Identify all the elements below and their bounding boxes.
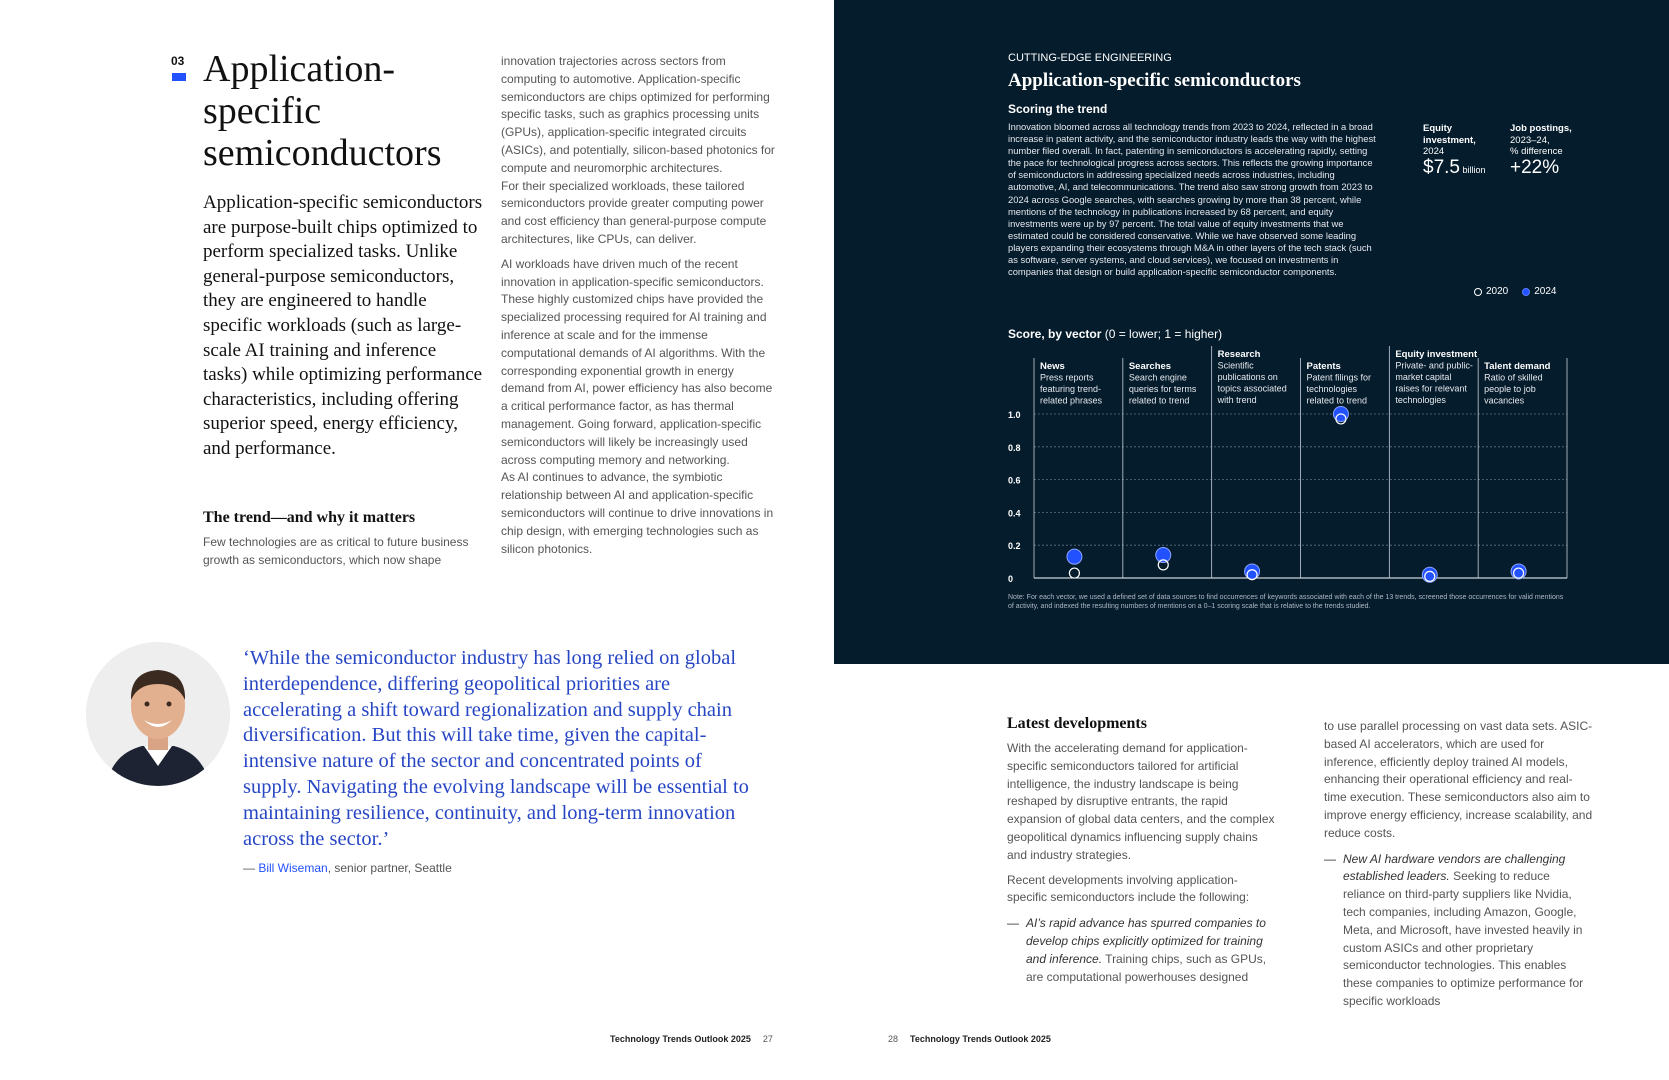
bullet-2-lead: New AI hardware vendors are challenging established leaders. <box>1343 851 1566 884</box>
section-marker <box>172 73 186 81</box>
y-tick-label: 0.6 <box>1008 475 1021 486</box>
y-tick-label: 1.0 <box>1008 410 1021 420</box>
category-name-label: Searches <box>1128 361 1172 372</box>
category-name-label: Patents <box>1306 361 1341 372</box>
category-desc-label: market capital <box>1395 372 1452 382</box>
category-desc-label: topics associated <box>1217 383 1287 394</box>
footer-left <box>610 1034 773 1044</box>
scoring-panel <box>834 0 1669 664</box>
chart-heading-bold: Score, by vector <box>1008 327 1102 341</box>
intro-text: Application-specific semiconductors are purpose-built chips optimized to perform specialized tasks. Unlike general-purpose semiconductors, they are engineered to handle specific workloads (such as large-scale AI training and inference tasks) while optimizing performance characteristics, including offering superior speed, energy efficiency, and performance. <box>203 192 483 459</box>
category-desc-label: technologies <box>1306 384 1358 394</box>
footer-right-title: Technology Trends Outlook 2025 <box>910 1034 1051 1044</box>
stat2-value: +22% <box>1510 156 1560 178</box>
score-chart <box>834 0 1669 664</box>
category-desc-label: Ratio of skilled <box>1484 372 1543 383</box>
bullet-1-text: Training chips, such as GPUs, are computational powerhouses designed <box>1026 951 1267 984</box>
latest-paragraph-1: With the accelerating demand for application-specific semiconductors tailored for artificial intelligence, the industry landscape is being reshaped by disruptive entrants, the rapid expansion of global data centers, and the complex geopolitical dynamics influencing supply chains and industry strategies. <box>1007 741 1275 862</box>
col2-paragraph-4: As AI continues to advance, the symbiotic relationship between AI and application-specific semiconductors will continue to drive innovations in chip design, with emerging technologies such as silicon photonics. <box>501 470 774 556</box>
category-desc-label: Search engine <box>1128 372 1187 383</box>
point-2020 <box>1069 568 1079 578</box>
latest-developments-heading: Latest developments <box>1007 715 1147 732</box>
footer-right <box>888 1034 1051 1044</box>
stat1-label-b: investment, <box>1423 134 1476 146</box>
trend-body: Few technologies are as critical to future business growth as semiconductors, which now shape <box>203 535 469 567</box>
category-desc-label: Patent filings for <box>1306 372 1372 383</box>
stat1-value: $7.5 <box>1423 156 1460 178</box>
right-column-2 <box>1324 718 1594 1011</box>
scoring-heading: Scoring the trend <box>1008 102 1108 116</box>
quote-attribution <box>243 861 452 875</box>
stat2-label-c: % difference <box>1510 146 1563 157</box>
bullet-2-text: Seeking to reduce reliance on third-party suppliers like Nvidia, tech companies, including Amazon, Google, Meta, and Microsoft, have invested heavily in custom ASICs and other proprietary semiconductor technologies. This enables these companies to optimize performance for specific workloads <box>1343 869 1584 1008</box>
stat1-label-a: Equity <box>1423 123 1453 134</box>
right-column-1 <box>1007 740 1277 986</box>
bullet-1-lead: AI’s rapid advance has spurred companies to develop chips explicitly optimized for training and inference. <box>1026 916 1266 966</box>
panel-eyebrow: CUTTING-EDGE ENGINEERING <box>1008 52 1172 64</box>
point-2024 <box>1067 549 1082 564</box>
panel-title: Application-specific semiconductors <box>1008 70 1301 91</box>
right-col2-paragraph: to use parallel processing on vast data sets. ASIC-based AI accelerators, which are used for inference, efficiently deploy trained AI models, enhancing their operational efficiency and real-time execution. These semiconductors also aim to improve energy efficiency, increase scalability, and reduce costs. <box>1324 719 1593 840</box>
category-desc-label: related phrases <box>1040 395 1103 406</box>
category-name-label: News <box>1040 361 1065 372</box>
bullet-item-2 <box>1324 851 1594 1011</box>
legend-2020-label: 2020 <box>1486 286 1509 297</box>
stat2-label-b: 2023–24, <box>1510 134 1550 146</box>
attribution-name-link[interactable]: Bill Wiseman <box>258 861 328 875</box>
footer-left-title: Technology Trends Outlook 2025 <box>610 1034 751 1044</box>
chart-heading-scale: (0 = lower; 1 = higher) <box>1101 327 1223 341</box>
col2-paragraph-3: AI workloads have driven much of the recent innovation in application-specific semiconductors. These highly customized chips have provided the specialized processing required for AI training and inference at scale and for the immense computational demands of AI algorithms. With the corresponding exponential growth in energy demand from AI, power efficiency has also become a critical performance factor, as has thermal management. Going forward, application-specific semiconductors will likely be increasingly used across computing memory and networking. <box>501 256 773 467</box>
col2-paragraph-2: For their specialized workloads, these tailored semiconductors provide greater computing power and cost efficiency than general-purpose compute architectures, like CPUs, can deliver. <box>501 178 767 246</box>
footer-left-page: 27 <box>762 1034 773 1044</box>
trend-heading: The trend—and why it matters <box>203 509 416 526</box>
pull-quote: ‘While the semiconductor industry has long relied on global interdependence, differing geopolitical priorities are accelerating a shift toward regionalization and supply chain diversification. But this will take time, given the capital-intensive nature of the sector and concentrated points of supply. Navigating the evolving landscape will be essential to maintaining resilience, continuity, and long-term innovation across the sector.’ <box>243 647 749 850</box>
panel-body: Innovation bloomed across all technology trends from 2023 to 2024, reflected in a broad increase in patent activity, and the semiconductor industry leads the way with the highest number filed overall. In fact, patenting in semiconductors is accelerating rapidly, setting the pace for technological progress across sectors. This reflects the growing importance of semiconductors in addressing specialized needs across industries, including automotive, AI, and telecommunications. The trend also saw strong growth from 2023 to 2024 across Google searches, with searches growing by more than 38 percent, while mentions of the technology in publications increased by 68 percent, and equity investments were up by 97 percent. The total value of equity investments that we estimated could be considered conservative. While we have observed some leading players expanding their ecosystems through M&A in other layers of the tech stack (such as software, server systems, and cloud services), we focused on investments in companies that design or build application-specific semiconductor components. <box>1008 121 1376 278</box>
bullet-item-1 <box>1007 915 1277 986</box>
category-desc-label: technologies <box>1395 395 1446 405</box>
y-tick-label: 0.2 <box>1008 541 1021 552</box>
category-name-label: Talent demand <box>1484 361 1551 372</box>
stat1-unit: billion <box>1459 164 1486 175</box>
category-desc-label: raises for relevant <box>1395 383 1467 394</box>
portrait-image <box>86 642 230 786</box>
stat2-label-a: Job postings, <box>1510 123 1572 134</box>
footer-right-page: 28 <box>888 1034 899 1044</box>
y-tick-label: 0 <box>1008 574 1014 584</box>
category-desc-label: people to job <box>1484 384 1536 394</box>
category-desc-label: publications on <box>1217 372 1278 382</box>
left-column-2 <box>501 53 779 558</box>
category-name-label: Research <box>1217 349 1261 360</box>
category-desc-label: featuring trend- <box>1040 384 1102 394</box>
category-desc-label: queries for terms <box>1128 384 1197 394</box>
category-desc-label: related to trend <box>1128 395 1190 406</box>
category-desc-label: Press reports <box>1040 372 1094 383</box>
col2-paragraph-1: innovation trajectories across sectors from computing to automotive. Application-specific semiconductors are chips optimized for performing specific tasks, such as graphics processing units (GPUs), application-specific integrated circuits (ASICs), and potentially, silicon-based photonics for compute and neuromorphic architectures. <box>501 54 775 175</box>
category-desc-label: Scientific <box>1217 360 1254 371</box>
point-2024 <box>1245 564 1260 579</box>
stat1-label-c: 2024 <box>1423 146 1445 157</box>
y-tick-label: 0.8 <box>1008 442 1021 453</box>
chart-note: Note: For each vector, we used a defined set of data sources to find occurrences of keywords associated with each of the 13 trends, screened those occurrences for valid mentions of activity, and indexed the resulting numbers of mentions on a 0–1 scoring scale that is relative to the trends studied. <box>1008 594 1564 610</box>
category-desc-label: with trend <box>1217 395 1257 405</box>
legend-2024-label: 2024 <box>1534 286 1557 297</box>
category-desc-label: related to trend <box>1306 395 1368 406</box>
attribution-dash: — <box>243 861 259 875</box>
page-title: Application-specific semiconductors <box>203 48 442 174</box>
category-desc-label: vacancies <box>1484 395 1525 406</box>
attribution-role: , senior partner, Seattle <box>327 861 452 875</box>
section-number: 03 <box>171 54 185 68</box>
category-desc-label: Private- and public- <box>1395 360 1473 371</box>
category-name-label: Equity investment <box>1395 349 1478 360</box>
y-tick-label: 0.4 <box>1008 508 1021 519</box>
avatar <box>86 642 230 786</box>
latest-paragraph-2: Recent developments involving application-specific semiconductors include the following: <box>1007 872 1250 905</box>
